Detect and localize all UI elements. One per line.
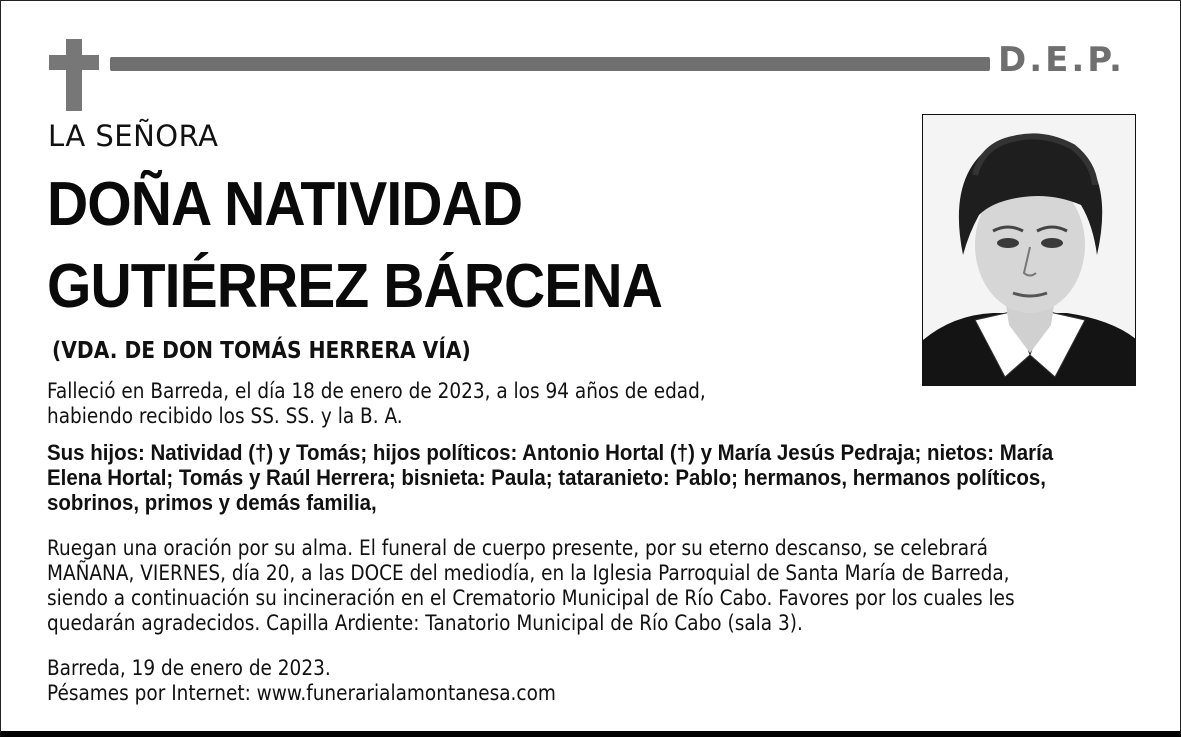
death-notice (47, 379, 989, 429)
funeral-line: MAÑANA, VIERNES, día 20, a las DOCE del mediodía, en la Iglesia Parroquial de Santa María de Barreda, (47, 561, 1010, 585)
family-line: sobrinos, primos y demás familia, (47, 490, 377, 515)
name-line-2: GUTIÉRREZ BÁRCENA (47, 252, 662, 321)
family-line: Elena Hortal; Tomás y Raúl Herrera; bisnieta: Paula; tataranieto: Pablo; hermanos, hermanos políticos, (47, 465, 1046, 490)
place-date: Barreda, 19 de enero de 2023. (47, 656, 331, 680)
funeral-line: siendo a continuación su incineración en el Crematorio Municipal de Río Cabo. Favores por los cuales les (47, 586, 1015, 610)
honorific: LA SEÑORA (48, 119, 219, 153)
widow-of: (VDA. DE DON TOMÁS HERRERA VÍA) (52, 338, 471, 364)
header-rule (110, 57, 990, 71)
cross-icon (49, 39, 99, 111)
funeral-line: quedarán agradecidos. Capilla Ardiente: Tanatorio Municipal de Río Cabo (sala 3). (47, 611, 803, 635)
funeral-line: Ruegan una oración por su alma. El funeral de cuerpo presente, por su eterno descanso, se celebrará (47, 536, 989, 560)
condolences-website: Pésames por Internet: www.funerarialamontanesa.com (47, 681, 556, 705)
footer (47, 656, 989, 706)
family-list (47, 440, 1054, 515)
family-line: Sus hijos: Natividad (†) y Tomás; hijos políticos: Antonio Hortal (†) y María Jesús Pedraja; nietos: María (47, 440, 1054, 465)
name-line-1: DOÑA NATIVIDAD (47, 170, 523, 239)
portrait-photo (922, 114, 1136, 386)
death-notice-line: Falleció en Barreda, el día 18 de enero de 2023, a los 94 años de edad, (47, 379, 706, 403)
dep-label: D.E.P. (998, 40, 1125, 80)
funeral-details (47, 536, 1015, 636)
death-notice-line: habiendo recibido los SS. SS. y la B. A. (47, 404, 403, 428)
